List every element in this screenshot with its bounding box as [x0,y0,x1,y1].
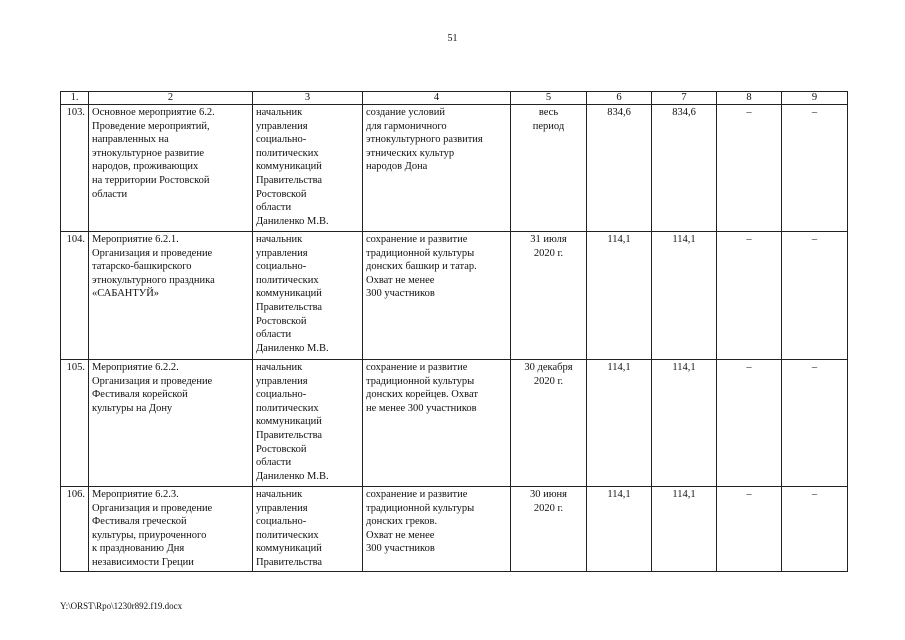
value-col-9: – [782,232,848,360]
row-number: 104. [61,232,89,360]
deadline: 31 июля 2020 г. [511,232,587,360]
header-col-1: 1. [61,92,89,105]
value-col-8: – [717,105,782,232]
expected-result: создание условий для гармоничного этнокультурного развития этнических культур народов Дона [363,105,511,232]
value-col-7: 114,1 [652,487,717,572]
responsible: начальник управления социально- политических коммуникаций Правительства Ростовской области Даниленко М.В. [253,105,363,232]
deadline: 30 июня 2020 г. [511,487,587,572]
table-row [61,232,848,360]
expected-result: сохранение и развитие традиционной культуры донских греков. Охват не менее 300 участников [363,487,511,572]
value-col-6: 834,6 [587,105,652,232]
expected-result: сохранение и развитие традиционной культуры донских башкир и татар. Охват не менее 300 участников [363,232,511,360]
value-col-7: 114,1 [652,232,717,360]
activities-table [60,91,848,572]
value-col-6: 114,1 [587,360,652,487]
row-number: 103. [61,105,89,232]
page-number: 51 [447,33,458,44]
header-col-4: 4 [363,92,511,105]
value-col-6: 114,1 [587,232,652,360]
value-col-9: – [782,360,848,487]
activity-name: Основное мероприятие 6.2. Проведение мероприятий, направленных на этнокультурное развитие народов, проживающих на территории Ростовской области [89,105,253,232]
responsible: начальник управления социально- политических коммуникаций Правительства Ростовской области Даниленко М.В. [253,232,363,360]
value-col-9: – [782,105,848,232]
value-col-6: 114,1 [587,487,652,572]
activity-name: Мероприятие 6.2.3. Организация и проведение Фестиваля греческой культуры, приуроченного к празднованию Дня независимости Греции [89,487,253,572]
value-col-7: 114,1 [652,360,717,487]
expected-result: сохранение и развитие традиционной культуры донских корейцев. Охват не менее 300 участников [363,360,511,487]
responsible: начальник управления социально- политических коммуникаций Правительства Ростовской области Даниленко М.В. [253,360,363,487]
header-col-7: 7 [652,92,717,105]
activity-name: Мероприятие 6.2.2. Организация и проведение Фестиваля корейской культуры на Дону [89,360,253,487]
header-row [61,92,848,105]
header-col-6: 6 [587,92,652,105]
deadline: весь период [511,105,587,232]
row-number: 106. [61,487,89,572]
deadline: 30 декабря 2020 г. [511,360,587,487]
header-col-8: 8 [717,92,782,105]
header-col-3: 3 [253,92,363,105]
header-col-2: 2 [89,92,253,105]
value-col-8: – [717,487,782,572]
table-row [61,360,848,487]
value-col-8: – [717,232,782,360]
table-row [61,105,848,232]
activity-name: Мероприятие 6.2.1. Организация и проведение татарско-башкирского этнокультурного праздника «САБАНТУЙ» [89,232,253,360]
header-col-5: 5 [511,92,587,105]
table-row [61,487,848,572]
header-col-9: 9 [782,92,848,105]
value-col-8: – [717,360,782,487]
value-col-9: – [782,487,848,572]
footer-file-path: Y:\ORST\Rpo\1230r892.f19.docx [60,601,183,611]
responsible: начальник управления социально- политических коммуникаций Правительства [253,487,363,572]
value-col-7: 834,6 [652,105,717,232]
row-number: 105. [61,360,89,487]
